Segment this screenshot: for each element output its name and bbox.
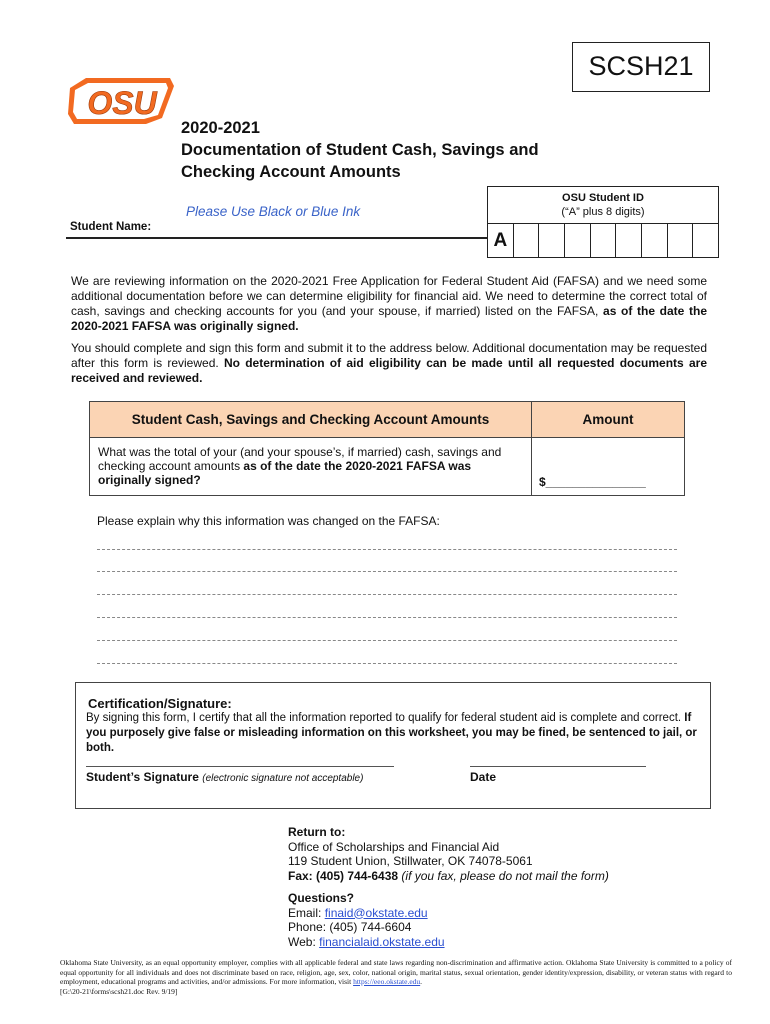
office-address: 119 Student Union, Stillwater, OK 74078-5061 bbox=[288, 854, 533, 868]
intro-bold: as of the date the 2020-2021 FAFSA was originally signed. bbox=[71, 304, 707, 333]
fax-number: Fax: (405) 744-6438 bbox=[288, 868, 399, 883]
osu-logo bbox=[66, 74, 178, 126]
email-label: Email: bbox=[288, 905, 325, 920]
student-id-label: OSU Student ID bbox=[562, 192, 644, 204]
signature-note: (electronic signature not acceptable) bbox=[202, 773, 364, 784]
instruction-text: You should complete and sign this form and submit it to the address below. Additional documentation may be requested after this form is reviewed. bbox=[71, 341, 707, 370]
footer-text: Oklahoma State University, as an equal opportunity employer, complies with all applicable federal and state laws regarding non-discrimination and affirmative action. Oklahoma State University is committed to a policy of equal opportunity for all individuals and does not discriminate based on race, religion, age, sex, color, national origin, marital status, sexual orientation, gender identity/expression, disability, or veteran status with regard to employment, educational programs and activities, and/or admissions. For more information, visit bbox=[60, 958, 732, 986]
signature-label bbox=[86, 770, 363, 784]
signature-label-text: Student’s Signature bbox=[86, 770, 199, 784]
return-to-label: Return to: bbox=[288, 825, 346, 839]
explanation-line[interactable] bbox=[97, 549, 677, 550]
student-id-digit-cell[interactable] bbox=[667, 224, 693, 257]
student-id-hint: (“A” plus 8 digits) bbox=[561, 206, 645, 218]
phone-line: Phone: (405) 744-6604 bbox=[288, 920, 412, 934]
title-line-2: Checking Account Amounts bbox=[181, 163, 401, 181]
footer-reference: [G:\20-21\forms\scsh21.doc Rev. 9/19] bbox=[60, 986, 178, 996]
header-amount: Amount bbox=[582, 412, 634, 427]
instruction-paragraph bbox=[71, 341, 707, 386]
student-id-prefix: A bbox=[493, 230, 508, 251]
certification-title: Certification/Signature: bbox=[88, 696, 232, 711]
amount-field[interactable]: $_______________ bbox=[539, 475, 646, 489]
email-line bbox=[288, 906, 609, 921]
student-id-cells[interactable] bbox=[488, 224, 718, 257]
table-question bbox=[90, 437, 532, 495]
form-title bbox=[181, 117, 539, 183]
title-year: 2020-2021 bbox=[181, 119, 260, 137]
student-id-digit-cell[interactable] bbox=[641, 224, 667, 257]
web-line bbox=[288, 935, 609, 950]
explanation-line[interactable] bbox=[97, 663, 677, 664]
eeo-link[interactable]: https://eeo.okstate.edu bbox=[353, 977, 421, 986]
certification-warning: If you purposely give false or misleading information on this worksheet, you may be fined, be sentenced to jail, or both. bbox=[86, 712, 697, 754]
date-field[interactable] bbox=[470, 766, 646, 767]
question-text: What was the total of your (and your spouse’s, if married) cash, savings and checking account amounts bbox=[98, 445, 502, 473]
logo-text: OSU bbox=[87, 85, 157, 121]
instruction-bold: No determination of aid eligibility can be made until all requested documents are received and reviewed. bbox=[71, 356, 707, 385]
student-id-box bbox=[487, 186, 719, 258]
student-name-field[interactable] bbox=[66, 237, 487, 239]
footer-end: . bbox=[420, 977, 423, 986]
table-header bbox=[90, 402, 684, 438]
fax-note: (if you fax, please do not mail the form) bbox=[398, 868, 609, 883]
explanation-line[interactable] bbox=[97, 617, 677, 618]
email-link[interactable]: finaid@okstate.edu bbox=[324, 905, 428, 920]
date-label: Date bbox=[470, 770, 497, 784]
student-id-digit-cell[interactable] bbox=[564, 224, 590, 257]
explanation-line[interactable] bbox=[97, 571, 677, 572]
explanation-line[interactable] bbox=[97, 594, 677, 595]
student-id-digit-cell[interactable] bbox=[538, 224, 564, 257]
certification-text bbox=[86, 711, 700, 756]
title-line-1: Documentation of Student Cash, Savings and bbox=[181, 141, 539, 159]
explanation-line[interactable] bbox=[97, 640, 677, 641]
header-item: Student Cash, Savings and Checking Account Amounts bbox=[90, 402, 532, 437]
student-id-digit-cell[interactable] bbox=[590, 224, 616, 257]
amounts-table bbox=[89, 401, 685, 496]
certification-box bbox=[75, 682, 711, 809]
explain-label: Please explain why this information was changed on the FAFSA: bbox=[97, 514, 440, 528]
signature-field[interactable] bbox=[86, 766, 394, 767]
form-code-box: SCSH21 bbox=[572, 42, 710, 92]
intro-text: We are reviewing information on the 2020-2021 Free Application for Federal Student Aid (FAFSA) and we need some additional documentation before we can determine eligibility for financial aid. We need to determine the correct total of cash, savings and checking accounts for you (and your spouse, if married) listed on the FAFSA, bbox=[71, 274, 707, 318]
questions-label: Questions? bbox=[288, 891, 355, 905]
intro-paragraph bbox=[71, 274, 707, 334]
eeo-footer bbox=[60, 958, 732, 996]
student-id-digit-cell[interactable] bbox=[513, 224, 539, 257]
certification-statement: By signing this form, I certify that all the information reported to qualify for federal student aid is complete and correct. bbox=[86, 712, 685, 724]
student-id-digit-cell[interactable] bbox=[692, 224, 718, 257]
student-id-header bbox=[488, 187, 718, 224]
web-label: Web: bbox=[288, 934, 320, 949]
web-link[interactable]: financialaid.okstate.edu bbox=[319, 934, 445, 949]
fax-line bbox=[288, 869, 609, 884]
contact-block bbox=[288, 825, 609, 949]
office-name: Office of Scholarships and Financial Aid bbox=[288, 839, 500, 854]
student-id-digit-cell[interactable] bbox=[615, 224, 641, 257]
ink-instruction: Please Use Black or Blue Ink bbox=[186, 204, 361, 219]
question-bold: as of the date the 2020-2021 FAFSA was originally signed? bbox=[98, 459, 472, 487]
student-name-label: Student Name: bbox=[70, 221, 152, 233]
